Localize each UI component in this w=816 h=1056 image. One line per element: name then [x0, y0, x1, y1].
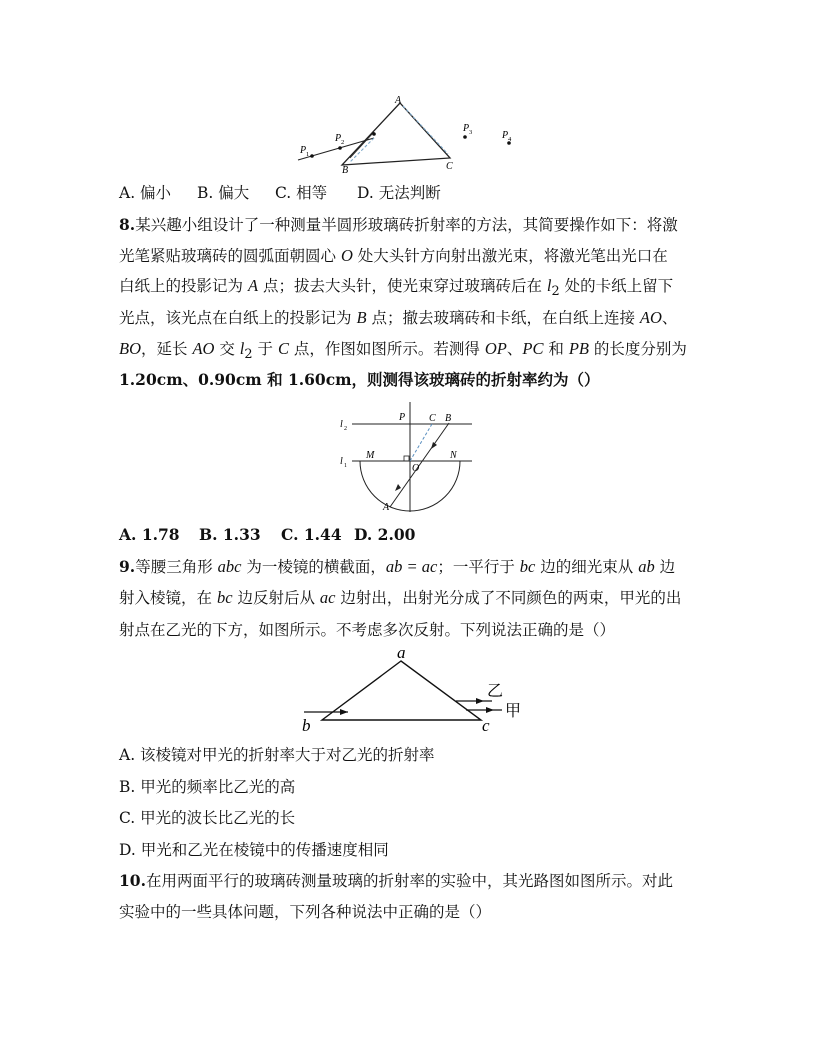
q8-text-5f: 和 [543, 340, 569, 358]
q8-figure [338, 400, 478, 514]
q10-number: 10. [119, 871, 146, 890]
q8-var-o: O [340, 246, 353, 265]
q9-option-b[interactable]: B. 甲光的频率比乙光的高 [119, 778, 296, 796]
q9-option-c[interactable]: C. 甲光的波长比乙光的长 [119, 809, 296, 827]
q9-text-2a: 射入棱镜，在 [119, 589, 217, 607]
q10-text-1b: 在用两面平行的玻璃砖测量玻璃的折射率的实验中，其光路图如图所示。对此 [145, 872, 673, 890]
q8-text-4c: 、 [661, 309, 678, 327]
q8-line-3 [119, 276, 673, 302]
q8-label-o: O [412, 463, 420, 474]
q8-text-1: 某兴趣小组设计了一种测量半圆形玻璃砖折射率的方法，其简要操作如下：将激 [135, 216, 678, 234]
q9-label-jia: 甲 [505, 701, 522, 720]
q7-label-c: C [446, 161, 453, 172]
q9-text-1d: ；一平行于 [437, 558, 520, 576]
q8-label-l1: l [340, 456, 343, 467]
q9-text-1e: 边的细光束从 [535, 558, 639, 576]
q9-option-a[interactable]: A. 该棱镜对甲光的折射率大于对乙光的折射率 [119, 746, 435, 764]
q10-line-2: 实验中的一些具体问题，下列各种说法中正确的是（） [119, 903, 492, 921]
q8-text-5g: 的长度分别为 [588, 340, 687, 358]
q8-var-op: OP [484, 339, 507, 358]
q8-var-bo: BO [119, 339, 141, 358]
q7-label-p4-sub: 4 [508, 136, 512, 143]
q8-label-m: M [366, 450, 375, 461]
q7-label-p3: P [463, 123, 470, 134]
q9-var-ab: ab [638, 557, 655, 576]
q7-figure [290, 92, 520, 176]
q8-label-n: N [450, 450, 457, 461]
q9-option-d[interactable]: D. 甲光和乙光在棱镜中的传播速度相同 [119, 841, 389, 859]
q8-line-1 [119, 215, 678, 235]
q8-text-3b: 点；拔去大头针，使光束穿过玻璃砖后在 [258, 277, 547, 295]
q7-glass-triangle [342, 103, 450, 165]
q8-var-l2-2: l [239, 339, 245, 358]
q8-text-2a: 光笔紧贴玻璃砖的圆弧面朝圆心 [119, 247, 341, 265]
q9-prism-triangle [322, 661, 481, 720]
q9-text-2b: 边反射后从 [232, 589, 320, 607]
q8-var-c: C [277, 339, 289, 358]
q8-label-a: A [383, 502, 390, 513]
q8-text-5e: 、 [506, 340, 523, 358]
q8-text-4a: 光点，该光点在白纸上的投影记为 [119, 309, 357, 327]
q8-line-2 [119, 246, 668, 266]
q9-text-1c: 为一棱镜的横截面， [241, 558, 386, 576]
q8-options [119, 525, 415, 545]
q8-text-3c: 处的卡纸上留下 [559, 277, 674, 295]
q8-text-5a: ，延长 [141, 340, 193, 358]
q10-line-1 [119, 871, 673, 891]
q8-label-l2-sub: 2 [344, 426, 347, 432]
q9-label-yi: 乙 [487, 681, 504, 700]
q9-label-b: b [302, 716, 311, 735]
q7-label-a: A [395, 95, 402, 106]
q8-text-3a: 白纸上的投影记为 [119, 277, 248, 295]
q9-text-1b: 等腰三角形 [135, 558, 218, 576]
q7-option-d[interactable]: D. 无法判断 [357, 184, 441, 202]
q9-line-2 [119, 588, 681, 608]
q7-label-p1-sub: 1 [306, 151, 310, 158]
q7-label-p3-sub: 3 [469, 129, 473, 136]
q9-text-2c: 边射出，出射光分成了不同颜色的两束，甲光的出 [335, 589, 682, 607]
q8-text-4b: 点；撤去玻璃砖和卡纸，在白纸上连接 [366, 309, 640, 327]
q9-figure [296, 644, 532, 736]
q7-option-b[interactable]: B. 偏大 [197, 184, 250, 202]
q8-line-6: 1.20cm、0.90cm 和 1.60cm，则测得该玻璃砖的折射率约为（） [119, 370, 600, 389]
q9-var-bc-2: bc [216, 588, 233, 607]
q9-number: 9. [119, 557, 136, 576]
q7-option-a[interactable]: A. 偏小 [119, 184, 172, 202]
q8-line-5 [119, 339, 687, 365]
q8-option-b[interactable]: B. 1.33 [199, 525, 261, 544]
q9-var-ac: ac [319, 588, 336, 607]
q7-label-b: B [342, 165, 349, 176]
q8-text-2b: 处大头针方向射出激光束，将激光笔出光口在 [352, 247, 668, 265]
q8-text-5b: 交 [214, 340, 240, 358]
q7-options [119, 183, 441, 203]
q8-option-d[interactable]: D. 2.00 [354, 525, 416, 544]
q8-sub-2b: 2 [244, 347, 253, 363]
q8-label-l1-sub: 1 [344, 463, 347, 469]
q8-option-a[interactable]: A. 1.78 [119, 525, 180, 544]
q8-var-ao: AO [639, 308, 662, 327]
q9-var-abc: abc [217, 557, 242, 576]
q9-var-bc: bc [519, 557, 536, 576]
q7-label-p2-sub: 2 [341, 139, 345, 146]
q8-var-a: A [247, 276, 259, 295]
q8-sub-2: 2 [551, 284, 560, 300]
q7-option-c[interactable]: C. 相等 [275, 184, 328, 202]
q8-var-l2: l [546, 276, 552, 295]
q7-label-p4: P [502, 130, 509, 141]
q8-var-pb: PB [568, 339, 589, 358]
q9-label-c: c [482, 716, 490, 735]
q8-var-ao-2: AO [192, 339, 215, 358]
q8-var-b: B [356, 308, 367, 327]
q8-text-5c: 于 [252, 340, 278, 358]
q8-text-5d: 点，作图如图所示。若测得 [288, 340, 485, 358]
q9-var-ab-ac: ab = ac [385, 557, 438, 576]
q8-label-p: P [399, 412, 406, 423]
q9-line-1 [119, 557, 675, 577]
q8-label-b: B [445, 413, 452, 424]
q8-number: 8. [119, 215, 136, 234]
q8-line-4 [119, 308, 677, 328]
q8-label-c: C [429, 413, 436, 424]
q8-var-pc: PC [522, 339, 544, 358]
q8-option-c[interactable]: C. 1.44 [281, 525, 342, 544]
q9-label-a: a [397, 643, 406, 662]
q8-label-l2: l [340, 419, 343, 430]
q7-label-p2: P [335, 133, 342, 144]
q9-text-1f: 边 [654, 558, 676, 576]
q9-line-3: 射点在乙光的下方，如图所示。不考虑多次反射。下列说法正确的是（） [119, 621, 616, 639]
q7-label-p1: P [300, 145, 307, 156]
